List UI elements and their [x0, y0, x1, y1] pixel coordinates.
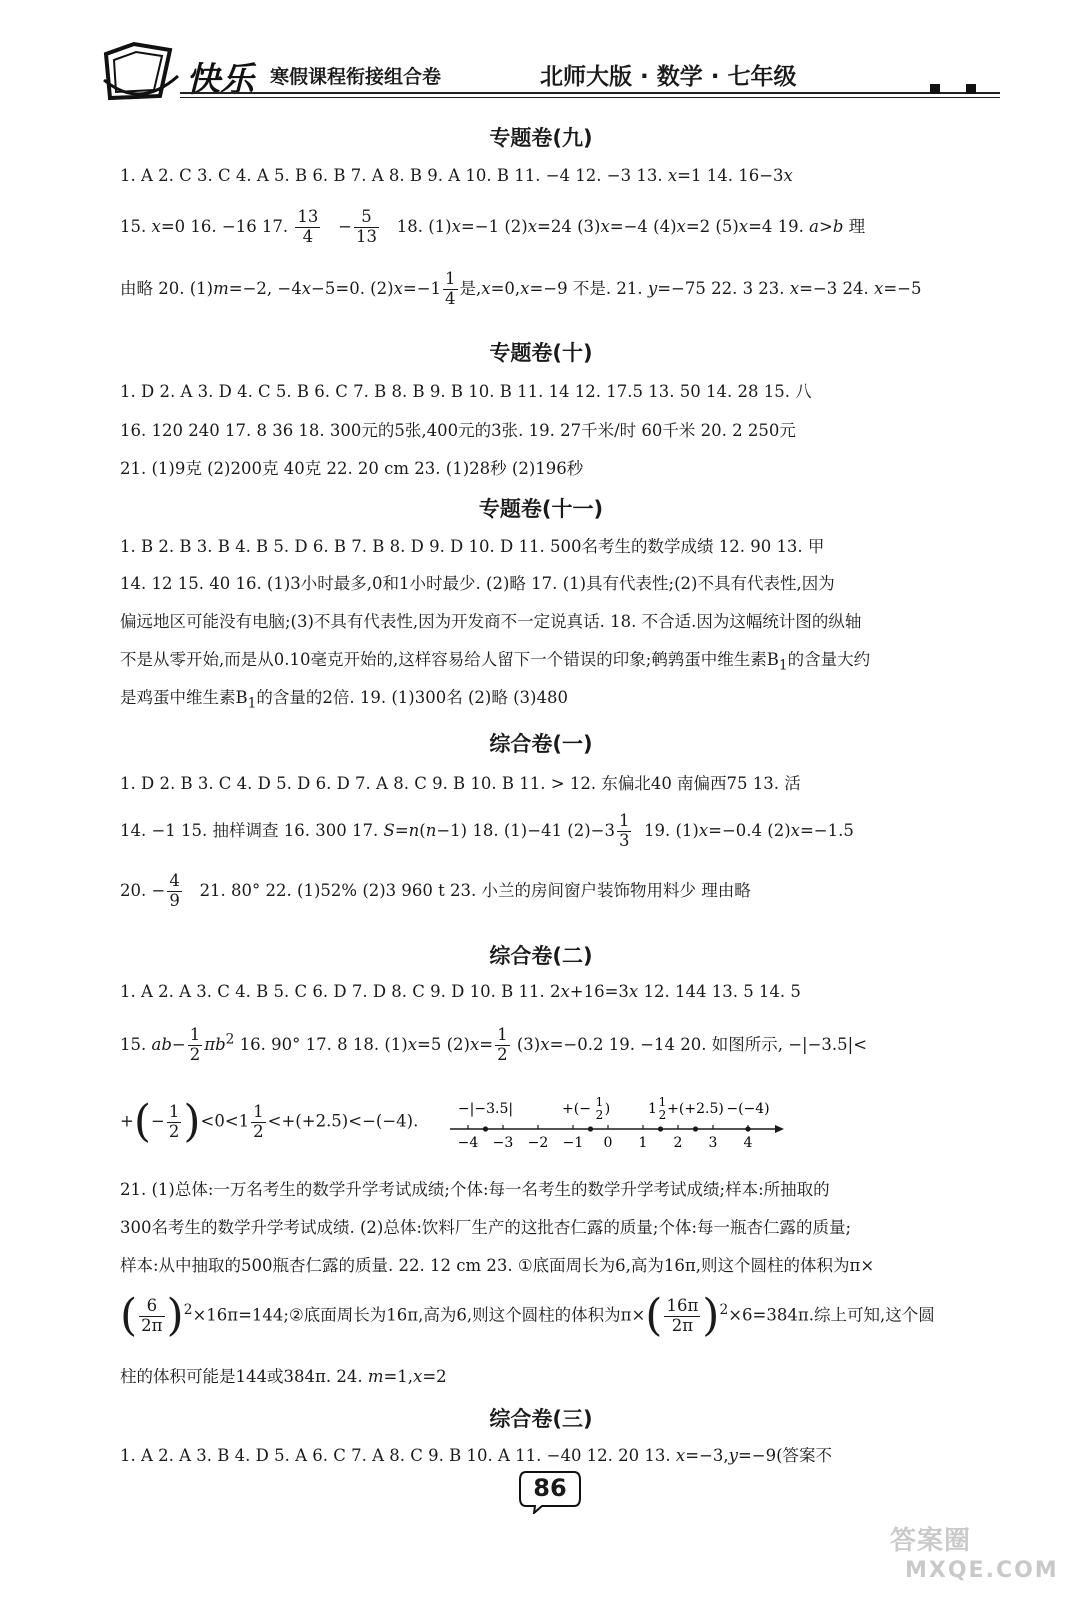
section-title: 专题卷(九)	[489, 126, 593, 150]
answer-line: 14. 12 15. 40 16. (1)3小时最多,0和1小时最少. (2)略 17. (1)具有代表性;(2)不具有代表性,因为	[120, 574, 835, 593]
answer-line: ( $\frac{6}{2\pi}$ )$^2$×16π=144;②底面周长为16π,高为6,则这个圆柱的体积为π×( $\frac{16\pi}{2\pi}$ )$^2$×6=384π.综上可知,这个圆	[120, 1290, 935, 1341]
fraction: $\frac{5}{13}$	[356, 207, 377, 246]
header-rule	[180, 92, 1000, 94]
answer-line: 1. B 2. B 3. B 4. B 5. D 6. B 7. B 8. D 9. D 10. D 11. 500名考生的数学成绩 12. 90 13. 甲	[120, 537, 825, 556]
tick-label: 1	[638, 1135, 648, 1151]
book-subtitle: 寒假课程衔接组合卷	[270, 66, 442, 88]
tick-label: −2	[527, 1135, 549, 1151]
section-title: 综合卷(一)	[489, 732, 593, 756]
point-label: −|−3.5|	[457, 1101, 514, 1117]
arrow-icon	[775, 1125, 784, 1133]
tick-label: 3	[708, 1135, 718, 1151]
fraction: $\frac{1}{2}$	[168, 1101, 180, 1141]
tick-label: −4	[457, 1135, 479, 1151]
book-logo-icon	[100, 40, 180, 104]
answer-line: 21. (1)总体:一万名考生的数学升学考试成绩;个体:每一名考生的数学升学考试成绩;样本:所抽取的	[120, 1180, 830, 1199]
book-edition: 北师大版 · 数学 · 七年级	[540, 64, 797, 90]
answer-line: 1. A 2. C 3. C 4. A 5. B 6. B 7. A 8. B 9. A 10. B 11. −4 12. −3 13. x=1 14. 16−3x	[120, 166, 793, 185]
section-title: 综合卷(二)	[489, 944, 593, 968]
answer-line: 14. −1 15. 抽样调查 16. 300 17. S=n(n−1) 18. (1)−41 (2)−3 $\frac{1}{3}$ 19. (1)x=−0.4 (2)x=−1.5	[120, 811, 854, 850]
answer-line: +(− $\frac{1}{2}$ )<0<1 $\frac{1}{2}$ <+(+2.5)<−(−4).	[120, 1096, 419, 1147]
tick-label: 2	[673, 1135, 683, 1151]
watermark-text: 答案圈	[890, 1526, 972, 1556]
fraction: $\frac{1}{2}$	[189, 1025, 201, 1064]
number-line-figure	[450, 1097, 790, 1159]
page-number-badge	[518, 1466, 582, 1514]
point-label: +(+2.5)	[667, 1101, 724, 1117]
tick-label: 0	[603, 1135, 613, 1151]
header-square-mark	[930, 84, 940, 94]
fraction: $\frac{1}{3}$	[618, 811, 630, 850]
header-rule-thin	[180, 97, 1000, 98]
fraction: $\frac{1}{2}$	[497, 1025, 508, 1064]
point-label-denominator: 2	[658, 1108, 667, 1122]
answer-line: 1. D 2. B 3. C 4. D 5. D 6. D 7. A 8. C 9. B 10. B 11. > 12. 东偏北40 南偏西75 13. 活	[120, 774, 801, 793]
tick-label: 4	[743, 1135, 753, 1151]
brand-name: 快乐	[186, 60, 254, 100]
fraction: $\frac{4}{9}$	[169, 871, 180, 910]
point-label: +(−	[562, 1101, 591, 1117]
section-title: 综合卷(三)	[489, 1407, 593, 1431]
page-number: 86	[533, 1474, 567, 1502]
answer-line: 偏远地区可能没有电脑;(3)不具有代表性,因为开发商不一定说真话. 18. 不合适.因为这幅统计图的纵轴	[120, 612, 862, 631]
answer-line: 15. x=0 16. −16 17. $\frac{13}{4}$ − $\frac{5}{13}$ 18. (1)x=−1 (2)x=24 (3)x=−4 (4)x=2 (5)x=4 19. a>b 理	[120, 207, 866, 246]
section-title: 专题卷(十)	[489, 341, 593, 365]
point-label-numerator: 1	[595, 1097, 604, 1109]
answer-line: 由略 20. (1)m=−2, −4x−5=0. (2)x=−1 $\frac{1}{4}$ 是,x=0,x=−9 不是. 21. y=−75 22. 3 23. x=−3 24. x=−5	[120, 269, 922, 308]
point-marker	[658, 1126, 663, 1131]
answer-line: 1. A 2. A 3. C 4. B 5. C 6. D 7. D 8. C 9. D 10. B 11. 2x+16=3x 12. 144 13. 5 14. 5	[120, 982, 801, 1001]
section-title: 专题卷(十一)	[478, 497, 604, 521]
tick-label: −3	[492, 1135, 514, 1151]
answer-line: 300名考生的数学升学考试成绩. (2)总体:饮料厂生产的这批杏仁露的质量;个体:每一瓶杏仁露的质量;	[120, 1218, 852, 1237]
answer-line: 1. D 2. A 3. D 4. C 5. B 6. C 7. B 8. B 9. B 10. B 11. 14 12. 17.5 13. 50 14. 28 15. 八	[120, 382, 812, 401]
fraction: $\frac{16\pi}{2\pi}$	[666, 1295, 699, 1335]
point-label-numerator: 1	[658, 1097, 667, 1109]
answer-line: 不是从零开始,而是从0.10毫克开始的,这样容易给人留下一个错误的印象;鹌鹑蛋中维生素$B_1$的含量大约	[120, 650, 871, 674]
point-label: −(−4)	[726, 1101, 770, 1117]
fraction: $\frac{13}{4}$	[297, 207, 319, 246]
point-marker	[745, 1126, 750, 1131]
answer-line: 15. ab− $\frac{1}{2}$ $\pi b^2$ 16. 90° 17. 8 18. (1)x=5 (2)x= $\frac{1}{2}$ (3)x=−0.2 19. −14 20. 如图所示, −|−3.5|<	[120, 1025, 868, 1064]
fraction: $\frac{1}{4}$	[445, 269, 456, 308]
answer-line: 20. − $\frac{4}{9}$ 21. 80° 22. (1)52% (2)3 960 t 23. 小兰的房间窗户装饰物用料少 理由略	[120, 871, 751, 910]
point-marker	[483, 1126, 488, 1131]
answer-line: 21. (1)9克 (2)200克 40克 22. 20 cm 23. (1)28秒 (2)196秒	[120, 459, 584, 478]
page-header	[100, 40, 1000, 110]
header-square-mark	[966, 84, 976, 94]
answer-line: 样本:从中抽取的500瓶杏仁露的质量. 22. 12 cm 23. ①底面周长为6,高为16π,则这个圆柱的体积为π×	[120, 1256, 875, 1275]
watermark-url: MXQE.COM	[905, 1558, 1059, 1583]
answer-line: 1. A 2. A 3. B 4. D 5. A 6. C 7. A 8. C 9. B 10. A 11. −40 12. 20 13. x=−3,y=−9(答案不	[120, 1446, 833, 1465]
answer-line: 柱的体积可能是144或384π. 24. m=1,x=2	[120, 1367, 447, 1386]
point-marker	[693, 1126, 698, 1131]
point-marker	[588, 1126, 593, 1131]
tick-label: −1	[562, 1135, 584, 1151]
answer-line: 是鸡蛋中维生素$B_1$的含量的2倍. 19. (1)300名 (2)略 (3)480	[120, 688, 568, 712]
point-label-denominator: 2	[595, 1108, 604, 1122]
answer-line: 16. 120 240 17. 8 36 18. 300元的5张,400元的3张. 19. 27千米/时 60千米 20. 2 250元	[120, 421, 796, 440]
fraction: $\frac{1}{2}$	[253, 1101, 264, 1141]
point-label: )	[604, 1101, 611, 1117]
fraction: $\frac{6}{2\pi}$	[141, 1295, 163, 1335]
point-label: 1	[648, 1101, 657, 1117]
